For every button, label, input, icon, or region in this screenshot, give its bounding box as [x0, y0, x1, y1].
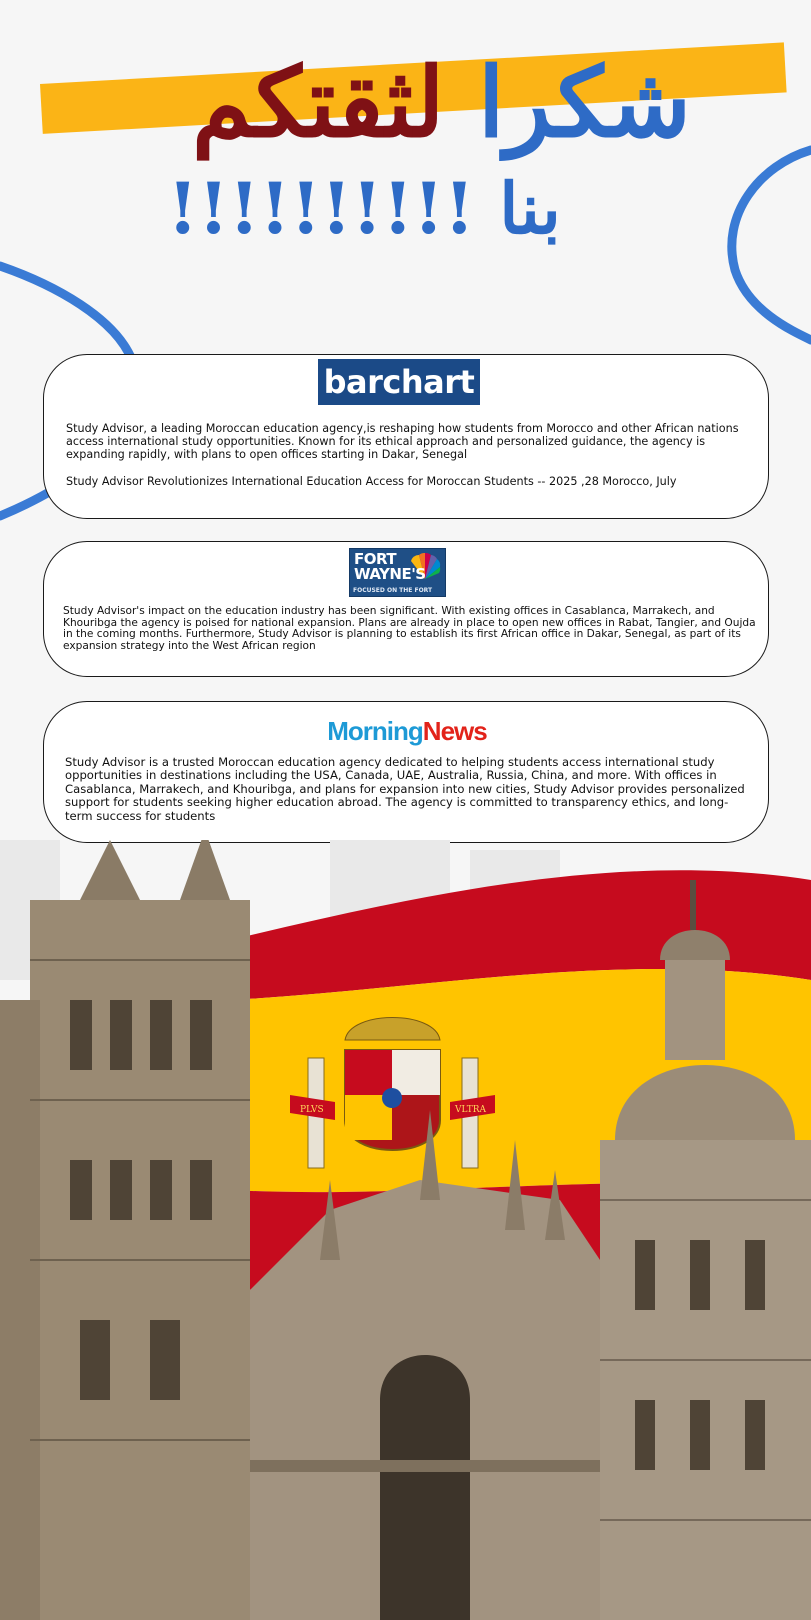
press-card-morning-news — [43, 701, 769, 843]
fort-waynes-logo — [349, 548, 446, 597]
cathedral-tower — [0, 840, 250, 1620]
card-paragraph: Study Advisor is a trusted Moroccan education agency dedicated to helping students access international study opportunities in destinations including the USA, Canada, UAE, Australia, Russia, China, and more. With offices in Casablanca, Marrakech, and Khouribga, and plans for expansion into new cities, Study Advisor provides personalized support for students seeking higher education abroad. The agency is committed to transparency ethics, and long-term success for students — [65, 755, 745, 823]
flag-motto-left: PLVS — [300, 1105, 324, 1115]
headline-exclamations: !!!!!!!!!! — [167, 167, 475, 250]
headline-line-2 — [167, 164, 561, 254]
headline-line-1 — [192, 48, 691, 158]
fort-waynes-logo-line-1: FORT — [354, 550, 397, 568]
press-card-barchart — [43, 354, 769, 519]
fort-waynes-logo-line-2: WAYNE'S — [354, 565, 426, 583]
card-paragraph: Study Advisor's impact on the education industry has been significant. With existing offices in Casablanca, Marrakech, and Khouribga the agency is poised for national expansion. Plans are already in place to open new offices in Rabat, Tangier, and Oujda in the coming months. Furthermore, Study Advisor is planning to establish its first African office in Dakar, Senegal, as part of its expansion strategy into the West African region — [63, 605, 756, 652]
card-headline: Study Advisor Revolutionizes International Education Access for Moroccan Students -- 2025 ,28 Morocco, July — [66, 475, 677, 488]
headline — [0, 46, 811, 256]
barchart-logo: barchart — [318, 359, 480, 405]
morning-news-logo-part-1: Morning — [327, 716, 423, 746]
flag-motto-right: VLTRA — [455, 1105, 487, 1115]
headline-word-thanks: شكرا — [477, 46, 691, 159]
fort-waynes-logo-tagline: FOCUSED ON THE FORT — [353, 587, 433, 594]
headline-word-trust: لثقتكم — [191, 46, 445, 159]
cathedral-and-spanish-flag-illustration — [0, 840, 811, 1620]
morning-news-logo-part-2: News — [422, 716, 487, 746]
morning-news-logo — [44, 716, 770, 746]
headline-word-us: بنا — [499, 167, 561, 250]
press-card-fort-waynes — [43, 541, 769, 677]
card-paragraph: Study Advisor, a leading Moroccan education agency,is reshaping how students from Morocco and other African nations access international study opportunities. Known for its ethical approach and personalized guidance, the agency is expanding rapidly, with plans to open offices starting in Dakar, Senegal — [66, 422, 739, 461]
